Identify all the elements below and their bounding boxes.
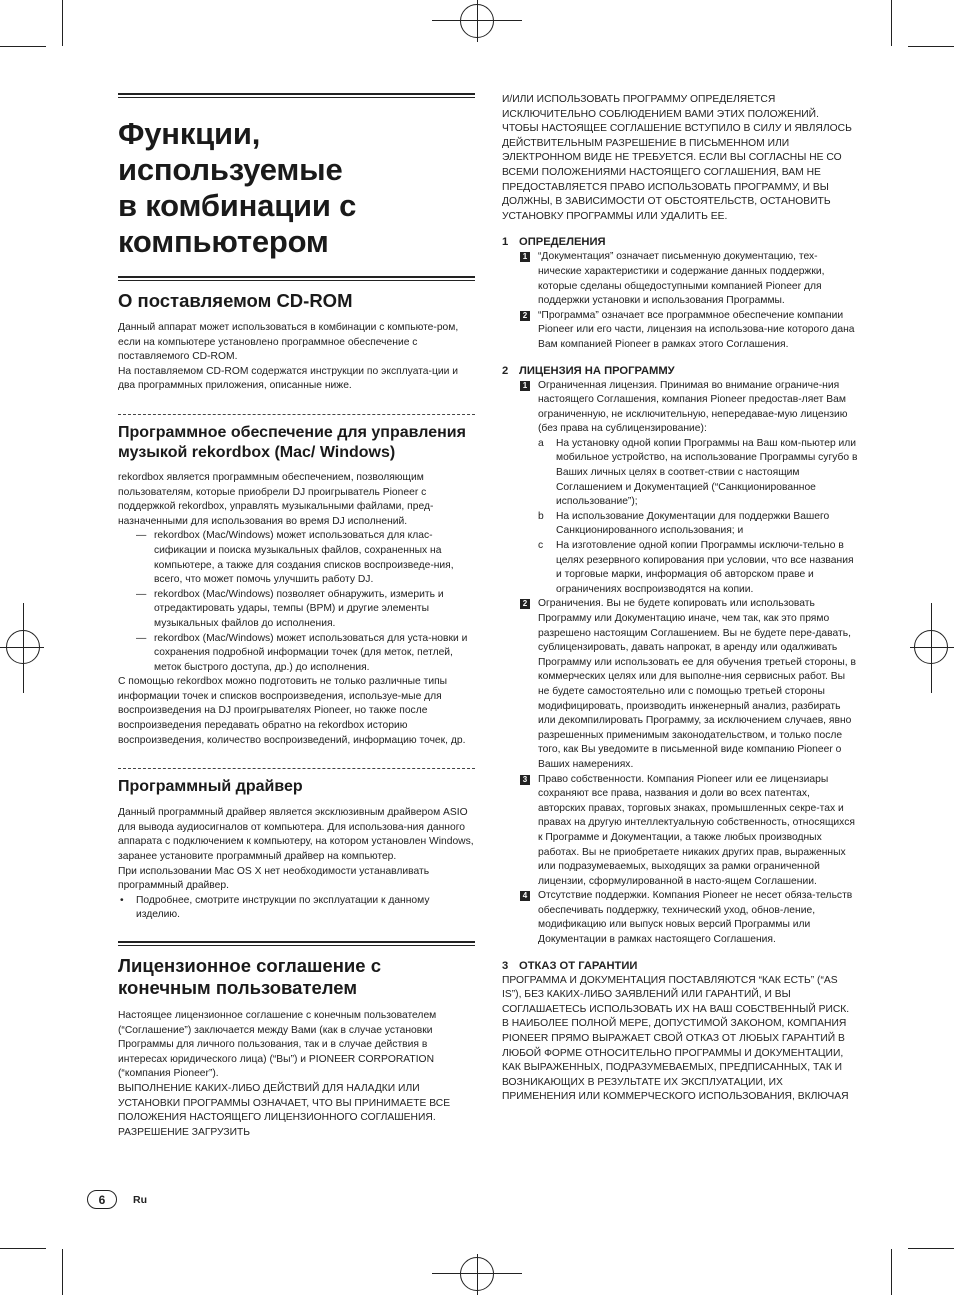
driver-paragraph: При использовании Mac OS X нет необходимости устанавливать программный драйвер. — [118, 865, 430, 892]
cdrom-paragraph: Данный аппарат может использоваться в комбинации с компьюте-ром, если на компьютере установлено программное обеспечение с поставляемого CD-ROM. — [118, 322, 459, 363]
warranty-paragraph: ПРОГРАММА И ДОКУМЕНТАЦИЯ ПОСТАВЛЯЮТСЯ “КАК ЕСТЬ” (“AS IS”), БЕЗ КАКИХ-ЛИБО ЗАЯВЛЕНИЙ ИЛИ ГАРАНТИЙ, И ВЫ СОГЛАШАЕТЕСЬ ИСПОЛЬЗОВАТЬ ИХ НА ВАШ СОБСТВЕННЫЙ РИСК. В НАИБОЛЕЕ ПОЛНОЙ МЕРЕ, ДОПУСТИМОЙ ЗАКОНОМ, КОМПАНИЯ PIONEER ПРЯМО ВЫРАЖАЕТ СВОЙ ОТКАЗ ОТ ЛЮБЫХ ГАРАНТИЙ В ЛЮБОЙ ФОРМЕ ОТНОСИТЕЛЬНО ПРОГРАММЫ И ДОКУМЕНТАЦИИ, КАК ВЫРАЖЕННЫХ, ПОДРАЗУМЕВАЕМЫХ, ПРЕДПИСАННЫХ, ТАК И ВОЗНИКАЮЩИХ В РЕЗУЛЬТАТЕ ИХ ЭКСПЛУАТАЦИИ, ИХ ПРИМЕНЕНИЯ ИЛИ КОММЕРЧЕСКОГО ИСПОЛЬЗОВАНИЯ, ВКЛЮЧАЯ — [502, 974, 850, 1103]
section-title-definitions: 1 ОПРЕДЕЛЕНИЯ — [502, 236, 606, 249]
list-item: 2 “Программа” означает все программное обеспечение компании Pioneer или его части, лицензия на использова-ние которого дана Вам компанией Pioneer в рамках этого Соглашения. — [502, 309, 858, 353]
section-divider — [118, 414, 475, 415]
sub-list-item: a На установку одной копии Программы на Ваш ком-пьютер или мобильное устройство, на использование Программы сугубо в Ваших личных целях в соответ-ствии с настоящим Соглашением и Документацией (“Санкционированное использование”); — [538, 437, 858, 508]
crop-mark — [0, 46, 46, 47]
rekordbox-outro: С помощью rekordbox можно подготовить не только различные типы информации точек и списков воспроизведения, используе-мые для воспроизведения на DJ проигрывателях Pioneer, но также после воспроизведения передавать обратно на rekordbox историю воспроизведения, количество воспроизведений, информацию точек, др. — [118, 676, 466, 746]
left-column — [118, 93, 475, 1140]
page-title: Функции, используемые в комбинации с компьютером — [118, 116, 357, 259]
list-item: • Подробнее, смотрите инструкции по эксплуатации к данному изделию. — [120, 894, 430, 921]
driver-heading: Программный драйвер — [118, 778, 303, 796]
list-item: — rekordbox (Mac/Windows) позволяет обнаружить, измерить и отредактировать удары, темпы (BPM) и другие элементы музыкальных файлов до исполнения. — [136, 588, 444, 629]
section-title-license: 2 ЛИЦЕНЗИЯ НА ПРОГРАММУ — [502, 364, 675, 377]
cdrom-heading: О поставляемом CD-ROM — [118, 290, 353, 311]
crop-mark — [908, 1248, 954, 1249]
crop-mark — [908, 46, 954, 47]
registration-mark — [460, 1257, 494, 1291]
list-item: 2 Ограничения. Вы не будете копировать или использовать Программу или Документацию иначе, чем так, как это прямо разрешено настоящим Соглашением. Вы не будете пере-давать, сублицензировать, давать напрокат, в аренду или одалживать Программу или использовать ее для обучения третьей стороны, в коммерческих целях или для выполне-ния сервисных работ. Вы не будете самостоятельно или с помощью третьей стороны модифицировать, производить инженерный анализ, разбирать или декомпилировать Программу, за исключением случаев, явно разрешенных применимым законодательством, и только после того, как Вы уведомите в письменной виде компанию Pioneer о Ваших намерениях. — [502, 597, 858, 772]
license-paragraph: Настоящее лицензионное соглашение с конечным пользователем (“Соглашение”) заключается между Вами (как в случае установки Программы для личного пользования, так и в случае действия в интересах юридического лица) (“Вы”) и PIONEER CORPORATION (“компания Pioneer”). — [118, 1010, 437, 1080]
registration-mark — [6, 630, 40, 664]
license-paragraph: ВЫПОЛНЕНИЕ КАКИХ-ЛИБО ДЕЙСТВИЙ ДЛЯ НАЛАДКИ ИЛИ УСТАНОВКИ ПРОГРАММЫ ОЗНАЧАЕТ, ЧТО ВЫ ПРИНИМАЕТЕ ВСЕ ПОЛОЖЕНИЯ НАСТОЯЩЕГО ЛИЦЕНЗИОННОГО СОГЛАШЕНИЯ. РАЗРЕШЕНИЕ ЗАГРУЗИТЬ — [118, 1082, 451, 1138]
page-number: 6 — [87, 1190, 117, 1209]
crop-mark — [0, 1248, 46, 1249]
section-rule — [118, 276, 475, 281]
rekordbox-heading: Программное обеспечение для управления музыкой rekordbox (Mac/ Windows) — [118, 423, 466, 461]
title-rule — [118, 93, 475, 98]
cdrom-paragraph: На поставляемом CD-ROM содержатся инструкции по эксплуата-ции и два программных приложения, описанные ниже. — [118, 365, 458, 392]
sub-list-item: c На изготовление одной копии Программы исключи-тельно в целях резервного копирования при условии, что все названия и торговые марки, информация об авторском праве и ограничениях воспроизводятся на копии. — [538, 540, 854, 595]
registration-mark — [460, 4, 494, 38]
list-item: 1 “Документация” означает письменную документацию, тех-нические характеристики и содержание данных поддержки, которые сделаны общедоступными компанией Pioneer для поддержки установки и использования Программы. — [502, 250, 858, 308]
crop-mark — [891, 0, 892, 46]
list-item: 4 Отсутствие поддержки. Компания Pioneer не несет обяза-тельств обеспечивать поддержку, технический уход, обнов-ление, модификацию или выпуск новых версий Программы или Документации в рамках настоящего Соглашения. — [502, 889, 858, 947]
section-rule — [118, 941, 475, 946]
crop-mark — [62, 1249, 63, 1295]
sub-list-item: b На использование Документации для поддержки Вашего Санкционированного использования; и — [538, 510, 830, 537]
rekordbox-intro: rekordbox является программным обеспечением, позволяющим пользователям, которые приобрели DJ проигрыватель Pioneer с поддержкой rekordbox, управлять музыкальными файлами, пред-назначенными для использования во время DJ исполнений. — [118, 471, 434, 527]
list-item: 1 Ограниченная лицензия. Принимая во внимание ограниче-ния настоящего Соглашения, компания Pioneer предостав-ляет Вам ограниченную, не исключительную, непередавае-мую лицензию (без права на сублицензирование): — [502, 379, 858, 437]
language-label: Ru — [133, 1194, 147, 1206]
driver-paragraph: Данный программный драйвер является эксклюзивным драйвером ASIO для вывода аудиосигналов от компьютера. Для использова-ния данного аппарата с подключением к компьютеру, на котором установлен Windows, заранее установите программный драйвер на компьютер. — [118, 807, 474, 863]
list-item: — rekordbox (Mac/Windows) может использоваться для уста-новки и сохранения подробной информации точек (для меток, петлей, меток быстрого доступа, др.) до исполнения. — [136, 632, 468, 673]
license-intro-continued: И/ИЛИ ИСПОЛЬЗОВАТЬ ПРОГРАММУ ОПРЕДЕЛЯЕТСЯ ИСКЛЮЧИТЕЛЬНО СОБЛЮДЕНИЕМ ВАМИ ЭТИХ ПОЛОЖЕНИЙ. ЧТОБЫ НАСТОЯЩЕЕ СОГЛАШЕНИЕ ВСТУПИЛО В СИЛУ И ЯВЛЯЛОСЬ ДЕЙСТВИТЕЛЬНЫМ РАЗРЕШЕНИЕ В ПИСЬМЕННОМ ИЛИ ЭЛЕКТРОННОМ ВИДЕ НЕ ТРЕБУЕТСЯ. ЕСЛИ ВЫ СОГЛАСНЫ НЕ СО ВСЕМИ ПОЛОЖЕНИЯМИ НАСТОЯЩЕГО СОГЛАШЕНИЯ, ВАМ НЕ ПРЕДОСТАВЛЯЕТСЯ ПРАВО ИСПОЛЬЗОВАТЬ ПРОГРАММУ, И ВЫ ДОЛЖНЫ, В ЗАВИСИМОСТИ ОТ ОБСТОЯТЕЛЬСТВ, ОСТАНОВИТЬ УСТАНОВКУ ПРОГРАММЫ ИЛИ УДАЛИТЬ ЕЕ. — [502, 94, 852, 222]
license-heading: Лицензионное соглашение с конечным пользователем — [118, 955, 381, 998]
crop-mark — [62, 0, 63, 46]
registration-mark — [914, 630, 948, 664]
right-column — [502, 93, 858, 1105]
crop-mark — [891, 1249, 892, 1295]
list-item: 3 Право собственности. Компания Pioneer или ее лицензиары сохраняют все права, названия и доли во всех патентах, авторских правах, торговых знаках, промышленных секре-тах и правах на другую интеллектуальную собственность, относящихся к Программе и Документации, а также любых производных работах. Вы не приобретаете никаких других прав, выраженных или подразумеваемых, выходящих за рамки ограниченной лицензии, сформулированной в насто-ящем Соглашении. — [502, 773, 858, 890]
list-item: — rekordbox (Mac/Windows) может использоваться для клас-сификации и поиска музыкальных файлов, сохраненных на компьютере, а также для создания списков воспроизведе-ния, всего, что может помочь улучшить работу DJ. — [136, 530, 454, 586]
section-divider — [118, 768, 475, 769]
rekordbox-feature-list — [118, 529, 475, 675]
driver-note-list — [118, 894, 475, 923]
section-title-warranty: 3 ОТКАЗ ОТ ГАРАНТИИ — [502, 959, 638, 972]
